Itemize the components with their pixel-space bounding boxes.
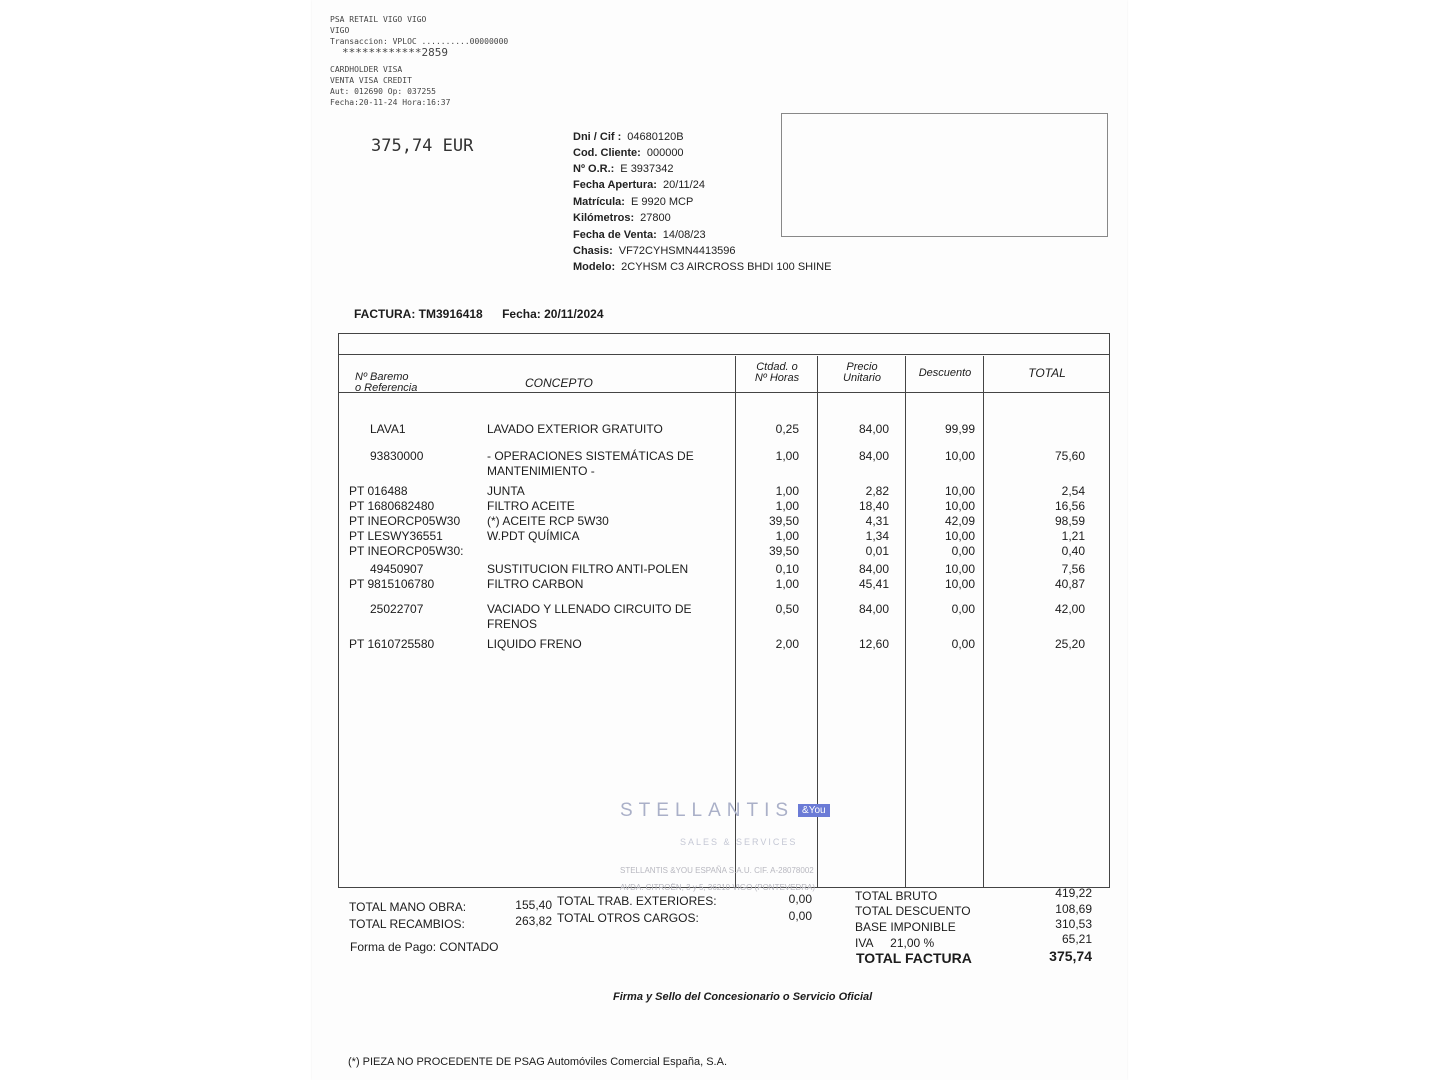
receipt-card-number: ************2859	[342, 46, 448, 59]
forma-pago-value: CONTADO	[439, 940, 499, 954]
row-concept: VACIADO Y LLENADO CIRCUITO DE	[487, 602, 692, 616]
col-header-horas-line: Ctdad. o	[756, 361, 798, 373]
dni-row	[573, 131, 684, 143]
total-factura-value: 375,74	[1049, 948, 1092, 964]
receipt-amount: 375,74 EUR	[371, 136, 474, 156]
row-reference: PT INEORCP05W30	[349, 514, 461, 528]
col-header-precio	[819, 362, 905, 384]
col-divider	[983, 356, 984, 887]
row-discount: 99,99	[944, 422, 975, 436]
row-concept: - OPERACIONES SISTEMÁTICAS DE	[487, 449, 694, 463]
row-reference: 25022707	[370, 602, 424, 616]
dni-value: 04680120B	[627, 131, 684, 143]
row-total: 42,00	[1054, 602, 1085, 616]
card-receipt	[330, 14, 520, 144]
forma-pago	[350, 940, 499, 954]
col-header-precio-line: Precio	[846, 361, 878, 373]
row-unit-price: 45,41	[858, 577, 889, 591]
chasis-row	[573, 245, 736, 257]
dni-label: Dni / Cif :	[573, 131, 622, 143]
apertura-label: Fecha Apertura:	[573, 179, 657, 191]
col-header-descuento: Descuento	[918, 367, 972, 379]
apertura-value: 20/11/24	[662, 179, 705, 191]
row-concept: MANTENIMIENTO -	[487, 464, 595, 478]
total-bruto-value: 419,22	[1055, 886, 1092, 900]
row-total: 0,40	[1061, 544, 1085, 558]
receipt-line: CARDHOLDER VISA	[330, 65, 403, 74]
col-header-horas	[737, 362, 817, 384]
mano-obra-value: 155,40	[515, 898, 552, 912]
footer-note: (*) PIEZA NO PROCEDENTE DE PSAG Automóviles Comercial España, S.A.	[348, 1056, 728, 1068]
row-quantity: 0,50	[775, 602, 799, 616]
otros-cargos-value: 0,00	[788, 909, 812, 923]
apertura-row	[573, 179, 705, 191]
col-header-ref	[355, 372, 417, 394]
or-label: Nº O.R.:	[573, 163, 615, 175]
row-quantity: 1,00	[775, 449, 799, 463]
cliente-label: Cod. Cliente:	[573, 147, 641, 159]
recambios-label: TOTAL RECAMBIOS:	[349, 917, 465, 931]
row-concept: FRENOS	[487, 617, 538, 631]
total-descuento-value: 108,69	[1055, 902, 1092, 916]
watermark-brand: STELLANTIS	[620, 800, 795, 821]
col-header-total: TOTAL	[1028, 366, 1066, 380]
row-concept: W.PDT QUÍMICA	[487, 529, 580, 543]
stellantis-watermark	[620, 800, 830, 822]
row-unit-price: 18,40	[858, 499, 889, 513]
table-top-rule	[339, 354, 1109, 355]
receipt-line: Fecha:20-11-24 Hora:16:37	[330, 98, 451, 107]
col-header-precio-line: Unitario	[843, 372, 881, 384]
row-reference: PT 1680682480	[349, 499, 435, 513]
watermark-legal-line: AVDA. CITROËN, 3 y 5, 36210 VIGO (PONTEVEDRA)	[620, 883, 816, 892]
row-discount: 10,00	[944, 449, 975, 463]
row-concept: SUSTITUCION FILTRO ANTI-POLEN	[487, 562, 689, 576]
col-header-horas-line: Nº Horas	[754, 372, 800, 384]
fecha-label: Fecha:	[502, 307, 541, 321]
trab-ext-label: TOTAL TRAB. EXTERIORES:	[557, 894, 717, 908]
col-header-ref-line: Nº Baremo	[355, 371, 409, 383]
row-unit-price: 1,34	[865, 529, 889, 543]
trab-ext-value: 0,00	[788, 892, 812, 906]
row-discount: 10,00	[944, 529, 975, 543]
col-header-ref-line: o Referencia	[355, 382, 418, 394]
row-concept: FILTRO CARBON	[487, 577, 584, 591]
row-quantity: 1,00	[775, 529, 799, 543]
matricula-row	[573, 196, 693, 208]
total-factura-label: TOTAL FACTURA	[856, 950, 972, 966]
iva-label: IVA	[855, 936, 873, 950]
row-reference: PT 9815106780	[349, 577, 435, 591]
otros-cargos-label: TOTAL OTROS CARGOS:	[557, 911, 699, 925]
modelo-row	[573, 261, 831, 273]
row-quantity: 0,10	[775, 562, 799, 576]
row-unit-price: 0,01	[865, 544, 889, 558]
row-total: 7,56	[1061, 562, 1085, 576]
cliente-row	[573, 147, 684, 159]
row-discount: 10,00	[944, 499, 975, 513]
fecha-value: 20/11/2024	[544, 307, 604, 321]
col-divider	[905, 356, 906, 887]
venta-value: 14/08/23	[662, 229, 706, 241]
venta-row	[573, 229, 706, 241]
row-concept: LAVADO EXTERIOR GRATUITO	[487, 422, 663, 436]
mano-obra-label: TOTAL MANO OBRA:	[349, 900, 467, 914]
row-discount: 10,00	[944, 562, 975, 576]
base-imponible-label: BASE IMPONIBLE	[855, 920, 956, 934]
row-quantity: 1,00	[775, 577, 799, 591]
invoice-number-row	[354, 307, 604, 321]
receipt-line: VIGO	[330, 26, 350, 35]
row-concept: JUNTA	[487, 484, 525, 498]
row-quantity: 1,00	[775, 484, 799, 498]
row-reference: PT LESWY36551	[349, 529, 443, 543]
watermark-tag: &You	[798, 804, 830, 817]
iva-value: 65,21	[1061, 932, 1092, 946]
row-total: 40,87	[1054, 577, 1085, 591]
row-quantity: 0,25	[775, 422, 799, 436]
receipt-line: Aut: 012690 Op: 037255	[330, 87, 436, 96]
row-reference: 49450907	[370, 562, 424, 576]
receipt-line: PSA RETAIL VIGO VIGO	[330, 15, 427, 24]
row-quantity: 1,00	[775, 499, 799, 513]
row-unit-price: 84,00	[858, 562, 889, 576]
row-quantity: 39,50	[768, 544, 799, 558]
row-unit-price: 2,82	[865, 484, 889, 498]
modelo-value: 2CYHSM C3 AIRCROSS BHDI 100 SHINE	[621, 261, 832, 273]
iva-row	[855, 936, 934, 950]
or-value: E 3937342	[620, 163, 674, 175]
row-discount: 10,00	[944, 484, 975, 498]
row-quantity: 39,50	[768, 514, 799, 528]
venta-label: Fecha de Venta:	[573, 229, 657, 241]
watermark-legal-line: STELLANTIS &YOU ESPAÑA S.A.U. CIF. A-28078002	[620, 866, 814, 875]
km-value: 27800	[640, 212, 671, 224]
row-total: 25,20	[1054, 637, 1085, 651]
row-total: 98,59	[1054, 514, 1085, 528]
factura-label: FACTURA:	[354, 307, 416, 321]
row-discount: 10,00	[944, 577, 975, 591]
row-unit-price: 4,31	[865, 514, 889, 528]
row-reference: LAVA1	[370, 422, 406, 436]
chasis-value: VF72CYHSMN4413596	[618, 245, 736, 257]
row-unit-price: 84,00	[858, 602, 889, 616]
row-discount: 42,09	[944, 514, 975, 528]
recambios-value: 263,82	[515, 914, 552, 928]
row-concept: LIQUIDO FRENO	[487, 637, 582, 651]
row-total: 16,56	[1054, 499, 1085, 513]
col-header-concepto: CONCEPTO	[525, 376, 593, 390]
km-row	[573, 212, 671, 224]
row-concept: FILTRO ACEITE	[487, 499, 575, 513]
row-total: 75,60	[1054, 449, 1085, 463]
total-descuento-label: TOTAL DESCUENTO	[855, 904, 971, 918]
row-unit-price: 84,00	[858, 422, 889, 436]
row-total: 1,21	[1061, 529, 1085, 543]
cliente-value: 000000	[646, 147, 684, 159]
row-discount: 0,00	[951, 544, 975, 558]
receipt-line: Transaccion: VPLOC ..........00000000	[330, 37, 509, 46]
base-imponible-value: 310,53	[1055, 917, 1092, 931]
watermark-legal	[620, 866, 815, 892]
row-total: 2,54	[1061, 484, 1085, 498]
firma-sello: Firma y Sello del Concesionario o Servicio Oficial	[613, 991, 873, 1003]
row-reference: PT 016488	[349, 484, 408, 498]
forma-pago-label: Forma de Pago:	[350, 940, 437, 954]
row-unit-price: 84,00	[858, 449, 889, 463]
watermark-sub: SALES & SERVICES	[680, 837, 798, 847]
row-concept: (*) ACEITE RCP 5W30	[487, 514, 609, 528]
row-reference: PT 1610725580	[349, 637, 435, 651]
chasis-label: Chasis:	[573, 245, 613, 257]
or-row	[573, 163, 674, 175]
iva-rate: 21,00 %	[890, 936, 935, 950]
km-label: Kilómetros:	[573, 212, 635, 224]
modelo-label: Modelo:	[573, 261, 616, 273]
factura-value: TM3916418	[418, 307, 483, 321]
row-reference: 93830000	[370, 449, 424, 463]
row-discount: 0,00	[951, 602, 975, 616]
receipt-line: VENTA VISA CREDIT	[330, 76, 412, 85]
table-header-rule	[339, 392, 1109, 393]
matricula-value: E 9920 MCP	[630, 196, 694, 208]
row-discount: 0,00	[951, 637, 975, 651]
row-unit-price: 12,60	[858, 637, 889, 651]
matricula-label: Matrícula:	[573, 196, 625, 208]
total-bruto-label: TOTAL BRUTO	[855, 889, 938, 903]
row-quantity: 2,00	[775, 637, 799, 651]
row-reference: PT INEORCP05W30:	[349, 544, 464, 558]
address-box	[781, 113, 1108, 237]
